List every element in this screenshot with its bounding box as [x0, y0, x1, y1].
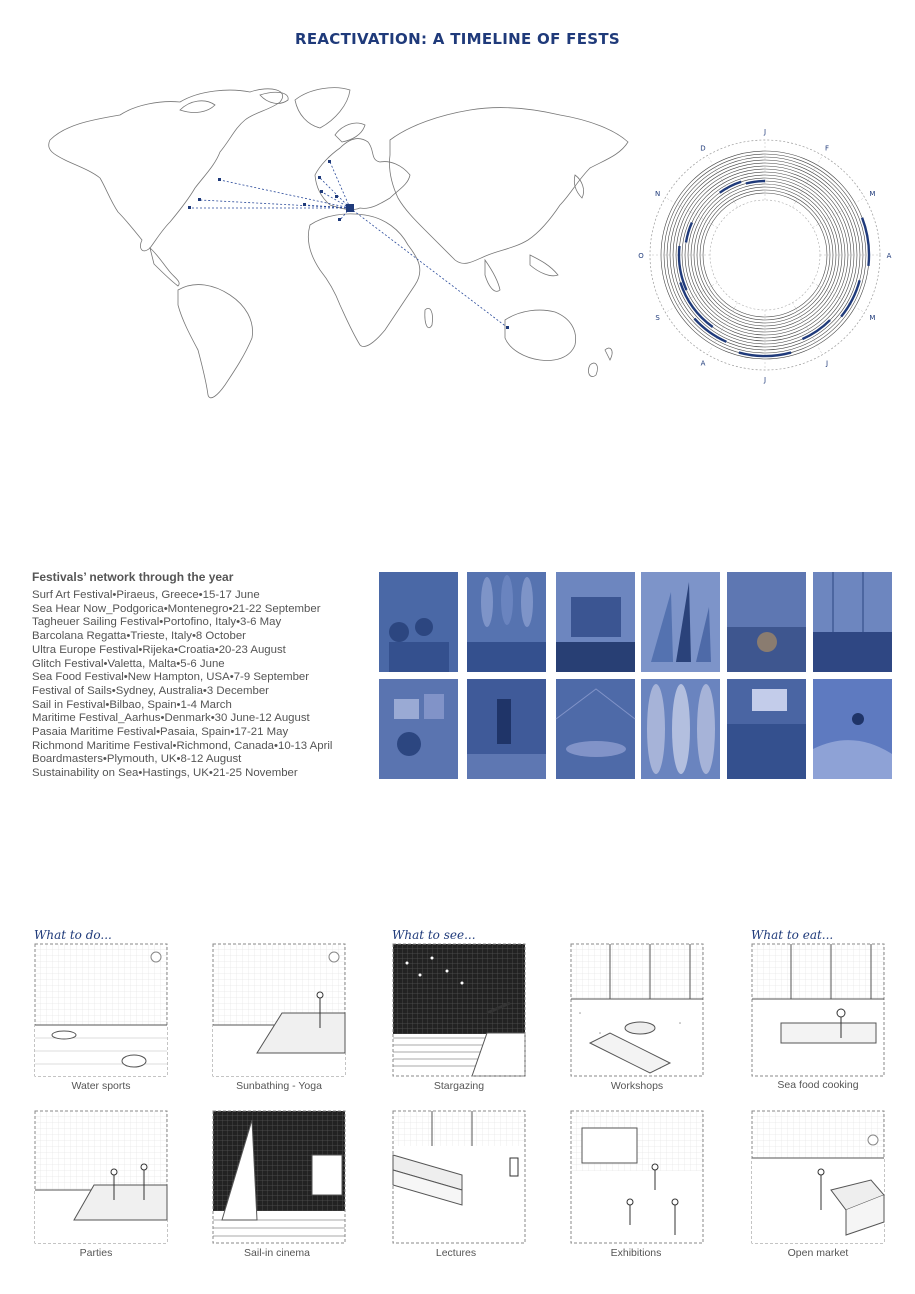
- continent-europe: [315, 139, 410, 210]
- month-label: M: [869, 314, 876, 322]
- festival-item: Sea Hear Now_Podgorica•Montenegro•21-22 September: [32, 602, 321, 615]
- festival-item: Sustainability on Sea•Hastings, UK•21-25 November: [32, 767, 298, 780]
- month-label: S: [655, 314, 660, 322]
- caption-sunbathing-yoga: Sunbathing - Yoga: [236, 1080, 322, 1092]
- circular-calendar: [638, 128, 892, 384]
- festival-item: Sea Food Festival•New Hampton, USA•7-9 September: [32, 671, 310, 684]
- month-label: A: [700, 359, 706, 368]
- photo-surfboards: [467, 572, 546, 672]
- panel-sunbathing-yoga: [212, 943, 346, 1077]
- festival-list: [32, 589, 332, 781]
- photo-boards: [641, 679, 720, 779]
- month-label: J: [763, 128, 767, 136]
- festival-item: Barcolana Regatta•Trieste, Italy•8 October: [32, 630, 246, 643]
- page-title: REACTIVATION: A TIMELINE OF FESTS: [294, 30, 621, 48]
- photo-screening: [727, 679, 806, 779]
- photo-crowd: [379, 572, 458, 672]
- festivals-heading: Festivals’ network through the year: [32, 570, 234, 584]
- continent-north-america: [49, 89, 283, 251]
- panel-parties: [34, 1110, 168, 1244]
- continent-greenland: [295, 88, 350, 128]
- continent-asia: [389, 108, 628, 264]
- month-label: A: [886, 252, 892, 260]
- month-label: M: [869, 190, 876, 198]
- caption-open-market: Open market: [787, 1247, 849, 1259]
- festival-arc: [841, 280, 860, 316]
- photo-concert: [467, 679, 546, 779]
- photo-boatshed: [556, 679, 635, 779]
- world-map: [30, 80, 640, 410]
- section-what-to-do: What to do...: [34, 928, 112, 942]
- caption-sail-in-cinema: Sail-in cinema: [244, 1247, 310, 1259]
- panel-workshops: [570, 943, 704, 1077]
- festival-arc: [686, 222, 692, 242]
- month-label: N: [654, 190, 661, 198]
- continent-africa: [308, 214, 420, 347]
- festival-item: Richmond Maritime Festival•Richmond, Canada•10-13 April: [32, 739, 333, 752]
- section-what-to-eat: What to eat...: [751, 928, 834, 942]
- panel-water-sports: [34, 943, 168, 1077]
- caption-workshops: Workshops: [610, 1080, 664, 1092]
- caption-seafood-cooking: Sea food cooking: [777, 1079, 859, 1091]
- month-label: J: [763, 376, 767, 384]
- festival-item: Sail in Festival•Bilbao, Spain•1-4 March: [32, 698, 232, 711]
- photo-gallery: [379, 679, 458, 779]
- photo-surfer: [813, 679, 892, 779]
- festival-item: Boardmasters•Plymouth, UK•8-12 August: [32, 753, 242, 766]
- panel-seafood-cooking: [751, 943, 885, 1077]
- festival-item: Pasaia Maritime Festival•Pasaia, Spain•17-21 May: [32, 726, 289, 739]
- month-label: F: [824, 144, 830, 153]
- month-label: J: [825, 359, 829, 368]
- festival-item: Festival of Sails•Sydney, Australia•3 December: [32, 684, 269, 697]
- section-what-to-see: What to see...: [392, 928, 476, 942]
- festival-item: Surf Art Festival•Piraeus, Greece•15-17 June: [32, 589, 260, 601]
- panel-lectures: [392, 1110, 526, 1244]
- photo-bonfire: [727, 572, 806, 672]
- panel-stargazing: [392, 943, 526, 1077]
- panel-open-market: [751, 1110, 885, 1244]
- festival-item: Ultra Europe Festival•Rijeka•Croatia•20-23 August: [32, 643, 286, 656]
- continent-australia: [505, 310, 576, 360]
- photo-stage: [556, 572, 635, 672]
- panel-exhibitions: [570, 1110, 704, 1244]
- festival-arc: [802, 320, 830, 339]
- caption-lectures: Lectures: [435, 1247, 477, 1259]
- festival-item: Glitch Festival•Valetta, Malta•5-6 June: [32, 657, 225, 670]
- month-label: O: [638, 252, 644, 260]
- photo-grid: [379, 572, 893, 780]
- panel-sail-in-cinema: [212, 1110, 346, 1244]
- caption-stargazing: Stargazing: [433, 1080, 485, 1092]
- festival-arc: [746, 181, 765, 184]
- festival-item: Maritime Festival_Aarhus•Denmark•30 June-12 August: [32, 712, 310, 725]
- festival-item: Tagheuer Sailing Festival•Portofino, Italy•3-6 May: [32, 616, 282, 629]
- caption-parties: Parties: [79, 1247, 113, 1259]
- caption-exhibitions: Exhibitions: [610, 1247, 662, 1259]
- caption-water-sports: Water sports: [71, 1080, 131, 1092]
- photo-harbour: [813, 572, 892, 672]
- month-label: D: [700, 144, 706, 153]
- photo-sails: [641, 572, 720, 672]
- continent-south-america: [178, 285, 253, 398]
